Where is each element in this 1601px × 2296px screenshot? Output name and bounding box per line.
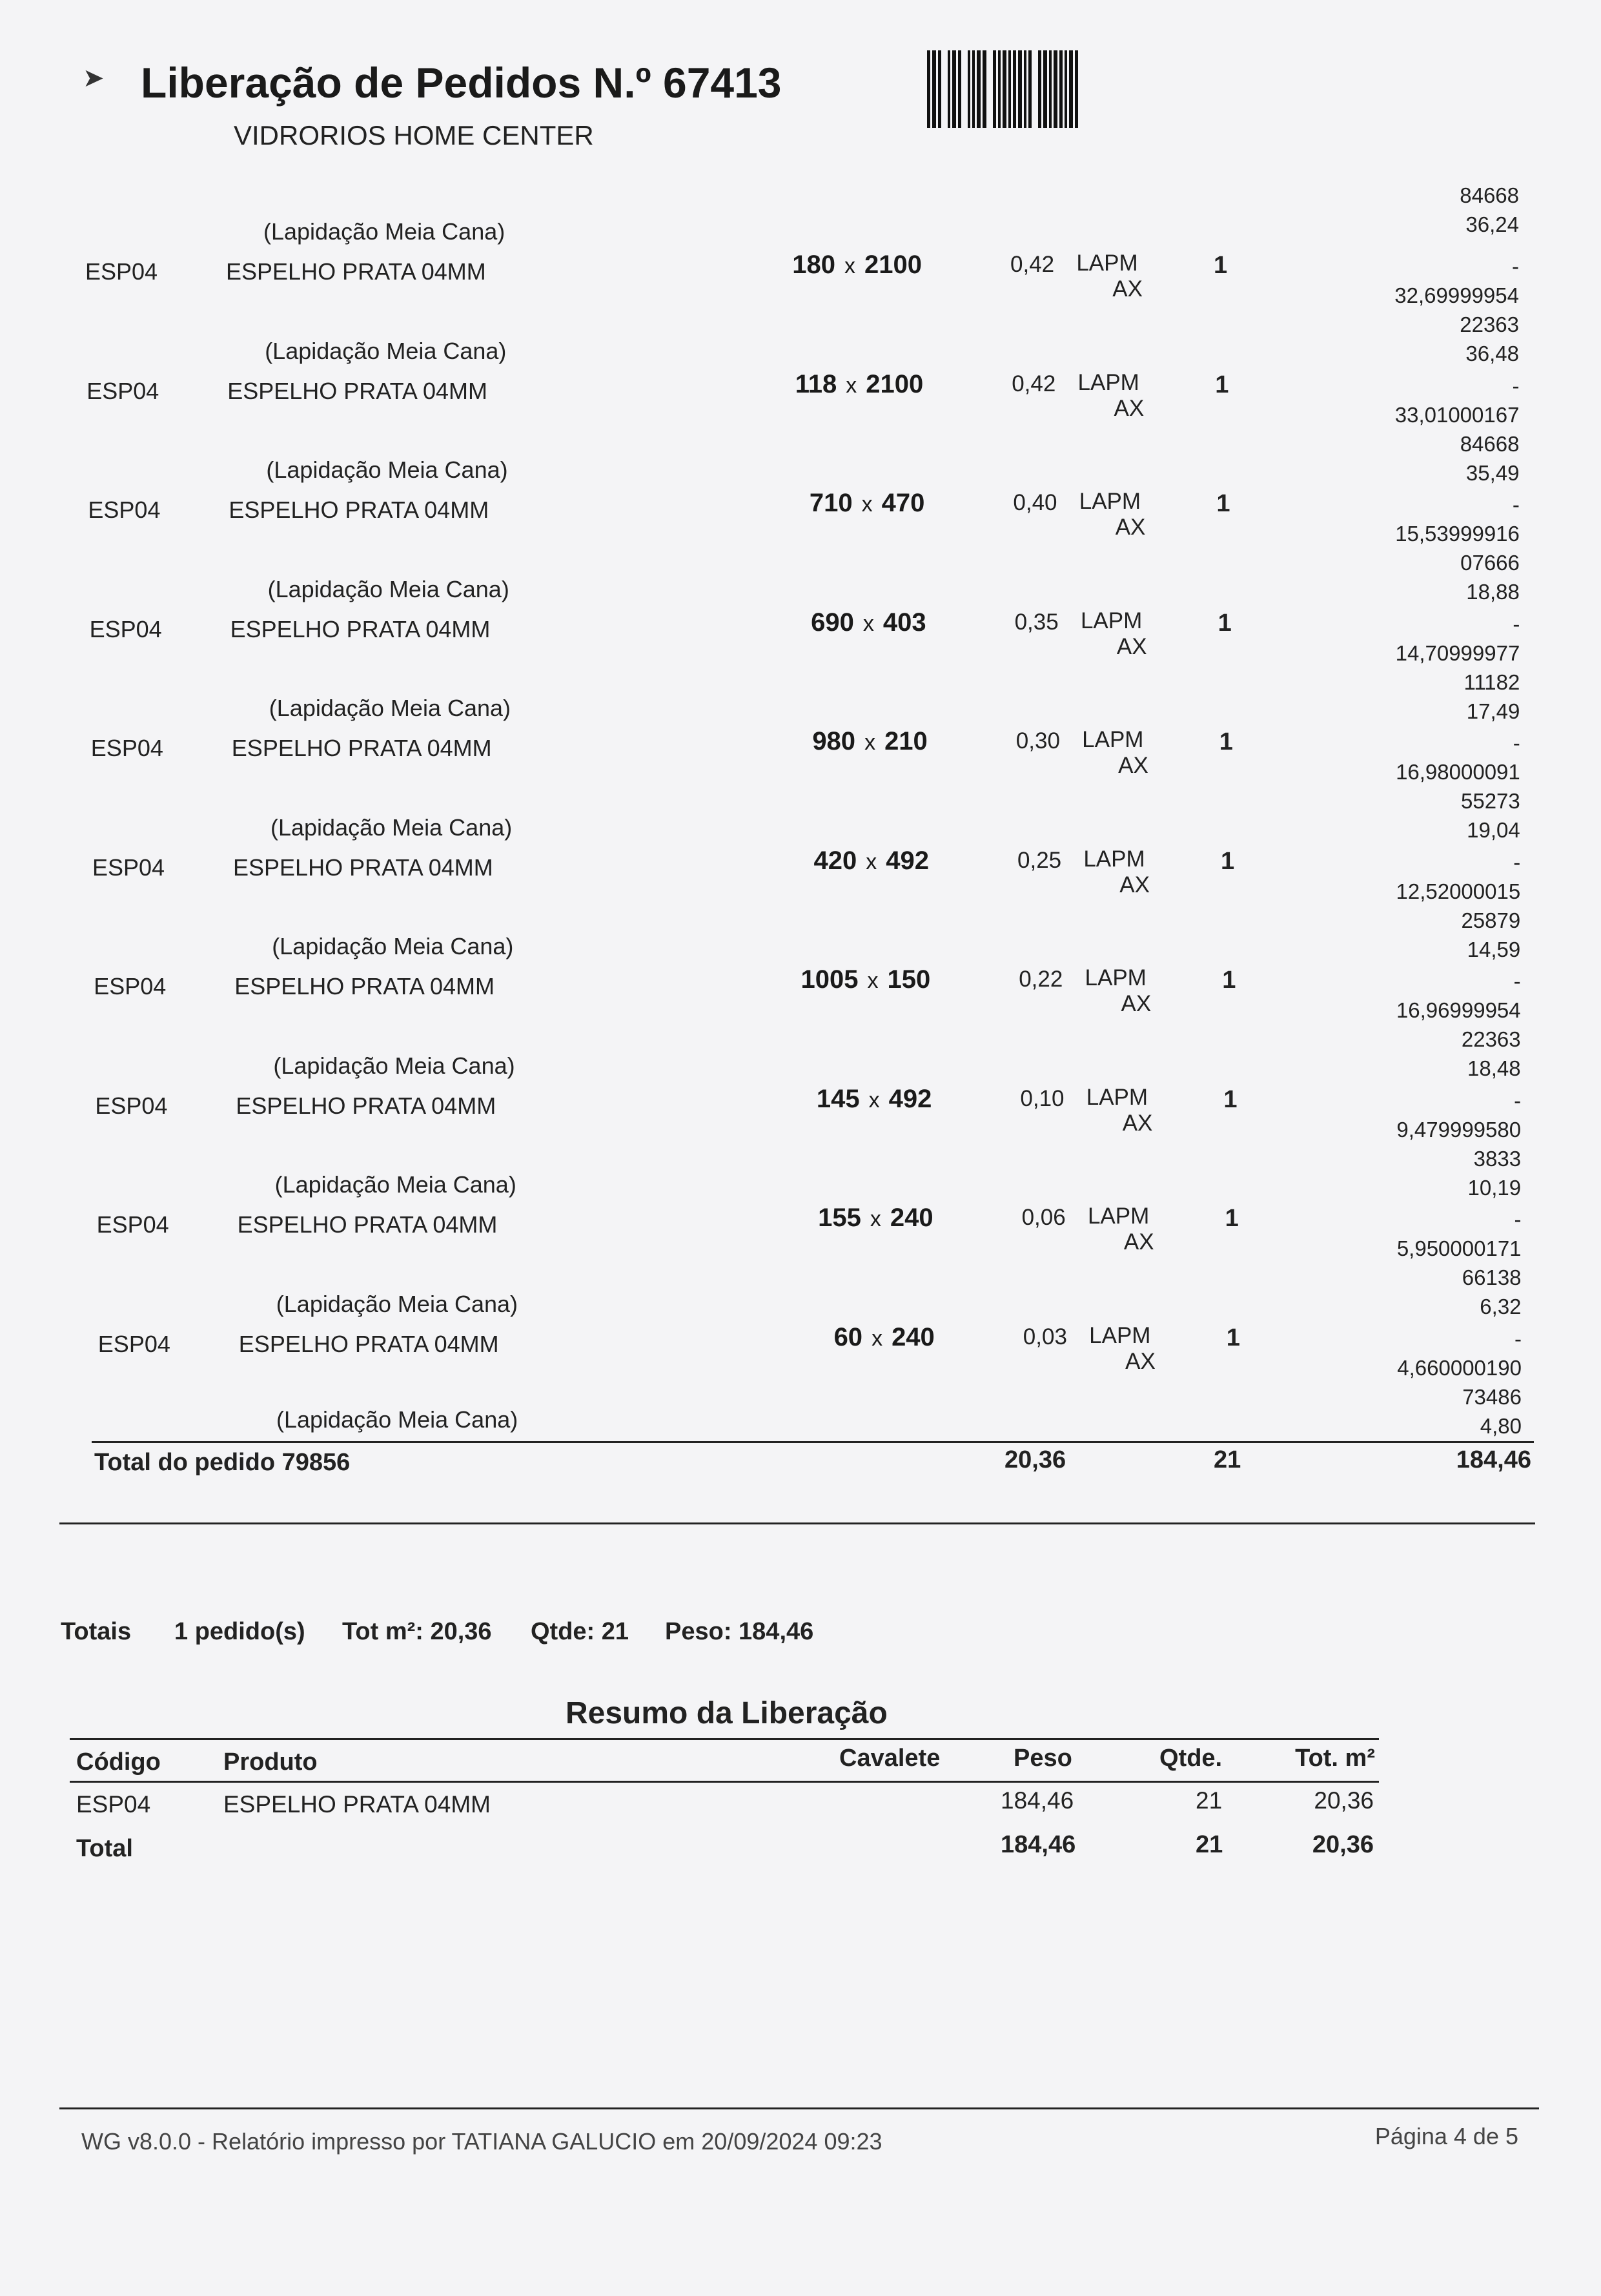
process-code: LAPM (1083, 846, 1145, 872)
item-description: ESPELHO PRATA 04MM (237, 1211, 498, 1238)
item-description: ESPELHO PRATA 04MM (236, 1092, 496, 1119)
item-quantity: 1 (1214, 252, 1228, 279)
item-width: 710 (809, 489, 853, 517)
page-title: Liberação de Pedidos N.º 67413 (141, 59, 782, 107)
item-description: ESPELHO PRATA 04MM (229, 497, 489, 523)
item-process (1079, 846, 1150, 898)
item-dimensions (817, 1085, 932, 1114)
item-area-m2: 0,10 (1020, 1085, 1065, 1111)
times-sign: x (862, 611, 874, 636)
item-code: ESP04 (96, 1211, 169, 1238)
summary-row-peso: 184,46 (1001, 1787, 1074, 1814)
item-width: 420 (813, 846, 857, 875)
times-sign: x (864, 730, 876, 755)
item-value: 22363 (1460, 313, 1519, 336)
summary-row-qtde: 21 (1196, 1787, 1223, 1814)
item-value: - (1512, 254, 1519, 278)
times-sign: x (844, 254, 856, 278)
item-value: 16,98000091 (1396, 760, 1520, 784)
summary-header-peso: Peso (1014, 1745, 1072, 1772)
item-width: 1005 (800, 965, 859, 994)
process-code: LAPM (1087, 1204, 1150, 1229)
process-code: LAPM (1079, 489, 1141, 514)
lapidation-note: (Lapidação Meia Cana) (266, 456, 508, 483)
item-value: 32,69999954 (1394, 283, 1519, 307)
order-total-peso: 184,46 (1456, 1446, 1531, 1473)
item-height: 403 (882, 608, 926, 637)
item-code: ESP04 (95, 1092, 168, 1119)
item-value: 14,59 (1467, 937, 1521, 961)
item-height: 150 (887, 965, 931, 994)
item-height: 492 (888, 1084, 932, 1113)
item-quantity: 1 (1225, 1205, 1239, 1232)
item-dimensions (814, 846, 930, 876)
item-dimensions (795, 370, 924, 399)
item-description: ESPELHO PRATA 04MM (227, 377, 487, 404)
item-quantity: 1 (1215, 371, 1229, 398)
times-sign: x (870, 1207, 881, 1231)
item-dimensions (811, 608, 926, 637)
item-value: - (1514, 1088, 1522, 1112)
summary-total-qtde: 21 (1196, 1831, 1223, 1858)
item-value: 16,96999954 (1396, 998, 1521, 1022)
item-value: - (1513, 850, 1521, 874)
totals-peso: Peso: 184,46 (665, 1618, 814, 1645)
item-width: 155 (818, 1204, 861, 1232)
item-area-m2: 0,42 (1010, 252, 1055, 277)
item-area-m2: 0,30 (1015, 728, 1060, 753)
item-value: 3833 (1473, 1146, 1522, 1171)
item-quantity: 1 (1226, 1324, 1240, 1351)
times-sign: x (872, 1326, 883, 1351)
process-code: LAPM (1086, 1084, 1148, 1110)
process-code: LAPM (1080, 608, 1143, 633)
item-dimensions (810, 489, 925, 518)
item-value: - (1514, 1326, 1522, 1351)
item-value: - (1512, 493, 1520, 517)
item-value: 07666 (1460, 551, 1520, 575)
totals-qtde: Qtde: 21 (531, 1618, 629, 1645)
summary-header-cavalete: Cavalete (839, 1745, 941, 1772)
item-quantity: 1 (1223, 1085, 1238, 1113)
lapidation-note: (Lapidação Meia Cana) (267, 575, 509, 602)
item-process (1081, 1085, 1152, 1136)
item-value: 10,19 (1467, 1175, 1522, 1200)
item-area-m2: 0,22 (1019, 967, 1063, 992)
item-area-m2: 0,42 (1012, 371, 1056, 396)
order-total-qty: 21 (1214, 1446, 1241, 1473)
item-description: ESPELHO PRATA 04MM (238, 1330, 499, 1357)
item-description: ESPELHO PRATA 04MM (226, 258, 486, 285)
item-process (1080, 965, 1151, 1017)
item-height: 492 (886, 846, 929, 875)
item-values (1396, 728, 1520, 845)
arrow-icon: ➤ (83, 64, 105, 92)
item-values (1396, 848, 1521, 964)
item-dimensions (834, 1323, 935, 1352)
item-value: 17,49 (1466, 699, 1520, 723)
item-process (1073, 370, 1144, 422)
item-area-m2: 0,25 (1017, 847, 1062, 873)
item-values (1395, 490, 1520, 606)
footer-divider (59, 2107, 1539, 2109)
item-width: 180 (792, 251, 836, 279)
item-values (1397, 1205, 1522, 1321)
item-description: ESPELHO PRATA 04MM (231, 735, 492, 761)
item-value: 5,950000171 (1396, 1236, 1522, 1260)
item-dimensions (800, 965, 930, 994)
item-code: ESP04 (89, 615, 162, 642)
item-value: - (1513, 611, 1520, 636)
item-value: 4,660000190 (1397, 1355, 1522, 1380)
item-value: - (1512, 373, 1520, 398)
item-dimensions (812, 727, 928, 756)
item-width: 118 (795, 369, 837, 398)
times-sign: x (868, 1087, 880, 1112)
item-value: - (1514, 1207, 1522, 1231)
summary-header-produto: Produto (223, 1748, 318, 1776)
process-code: AX (1122, 1110, 1153, 1136)
item-value: 14,70999977 (1395, 641, 1520, 665)
item-value: 73486 (1462, 1384, 1522, 1409)
summary-header-qtde: Qtde. (1159, 1745, 1223, 1772)
item-area-m2: 0,06 (1021, 1205, 1066, 1230)
lapidation-note: (Lapidação Meia Cana) (276, 1290, 518, 1317)
process-code: AX (1114, 395, 1145, 421)
item-process (1076, 608, 1147, 660)
item-code: ESP04 (88, 497, 161, 523)
footer-page-number: Página 4 de 5 (1374, 2123, 1518, 2149)
item-values (1394, 252, 1519, 368)
item-height: 470 (881, 489, 925, 517)
item-value: 22363 (1461, 1027, 1521, 1051)
process-code: LAPM (1082, 727, 1144, 752)
order-total-label: Total do pedido 79856 (94, 1449, 351, 1476)
process-code: AX (1112, 276, 1143, 302)
times-sign: x (867, 969, 879, 993)
item-value: 33,01000167 (1394, 402, 1520, 427)
item-height: 240 (890, 1204, 933, 1232)
item-value: 4,80 (1480, 1413, 1522, 1438)
item-value: 15,53999916 (1395, 522, 1520, 546)
process-code: AX (1119, 872, 1150, 897)
item-process (1083, 1204, 1154, 1255)
lapidation-note: (Lapidação Meia Cana) (270, 814, 513, 841)
item-value: - (1513, 969, 1521, 993)
item-value: 66138 (1462, 1266, 1522, 1289)
summary-header-codigo: Código (76, 1748, 161, 1776)
item-description: ESPELHO PRATA 04MM (234, 973, 495, 999)
item-height: 210 (884, 727, 928, 755)
summary-total-peso: 184,46 (1001, 1831, 1076, 1858)
process-code: AX (1115, 515, 1146, 540)
process-code: AX (1116, 633, 1147, 659)
item-quantity: 1 (1218, 609, 1232, 637)
totals-label: Totais (61, 1618, 132, 1645)
item-value: 35,49 (1465, 460, 1520, 485)
summary-row-codigo: ESP04 (76, 1791, 151, 1818)
barcode (927, 50, 1183, 128)
company-name: VIDRORIOS HOME CENTER (234, 120, 594, 150)
top-value-a: 84668 (1460, 183, 1519, 207)
item-quantity: 1 (1221, 847, 1235, 875)
process-code: AX (1125, 1348, 1156, 1374)
summary-header-totm2: Tot. m² (1295, 1745, 1375, 1772)
lapidation-note: (Lapidação Meia Cana) (263, 218, 505, 245)
item-values (1395, 371, 1520, 487)
item-value: 18,48 (1467, 1056, 1521, 1080)
totals-pedidos: 1 pedido(s) (174, 1618, 305, 1645)
divider (70, 1781, 1379, 1783)
summary-total-totm2: 20,36 (1312, 1831, 1374, 1858)
lapidation-note: (Lapidação Meia Cana) (276, 1406, 518, 1433)
summary-row-produto: ESPELHO PRATA 04MM (223, 1791, 491, 1818)
item-description: ESPELHO PRATA 04MM (233, 854, 493, 881)
process-code: LAPM (1085, 965, 1147, 990)
process-code: AX (1123, 1229, 1154, 1255)
item-value: 36,48 (1465, 342, 1519, 365)
item-height: 2100 (866, 369, 924, 398)
item-values (1396, 967, 1521, 1083)
lapidation-note: (Lapidação Meia Cana) (272, 933, 514, 959)
item-value: 9,479999580 (1396, 1117, 1522, 1142)
item-code: ESP04 (97, 1330, 170, 1357)
item-values (1396, 1086, 1521, 1202)
item-value: 19,04 (1467, 818, 1520, 842)
times-sign: x (866, 849, 877, 874)
times-sign: x (846, 373, 857, 398)
item-code: ESP04 (87, 377, 159, 404)
item-code: ESP04 (92, 854, 165, 881)
divider (59, 1522, 1535, 1524)
item-width: 690 (811, 608, 854, 637)
item-value: - (1513, 731, 1520, 755)
item-code: ESP04 (94, 973, 167, 999)
lapidation-note: (Lapidação Meia Cana) (273, 1052, 515, 1079)
divider (92, 1441, 1534, 1443)
divider (70, 1738, 1379, 1740)
item-value: 25879 (1461, 908, 1521, 932)
item-description: ESPELHO PRATA 04MM (230, 615, 491, 642)
summary-title: Resumo da Liberação (566, 1696, 888, 1730)
item-value: 6,32 (1480, 1295, 1522, 1318)
item-area-m2: 0,40 (1013, 490, 1057, 515)
order-total-m2: 20,36 (1004, 1446, 1066, 1473)
item-area-m2: 0,35 (1014, 609, 1059, 635)
item-values (1396, 610, 1520, 726)
item-width: 145 (816, 1084, 860, 1113)
footer-print-info: WG v8.0.0 - Relatório impresso por TATIANA GALUCIO em 20/09/2024 09:23 (81, 2128, 882, 2155)
item-area-m2: 0,03 (1023, 1324, 1067, 1349)
item-quantity: 1 (1222, 967, 1236, 994)
totals-m2: Tot m²: 20,36 (342, 1618, 492, 1645)
times-sign: x (861, 492, 873, 517)
item-values (1397, 1324, 1522, 1440)
process-code: LAPM (1077, 369, 1139, 395)
lapidation-note: (Lapidação Meia Cana) (274, 1171, 516, 1198)
summary-total-label: Total (76, 1835, 133, 1862)
item-value: 11182 (1463, 670, 1520, 694)
item-value: 12,52000015 (1396, 879, 1521, 903)
item-process (1072, 251, 1143, 302)
item-quantity: 1 (1219, 728, 1233, 755)
item-width: 60 (833, 1322, 863, 1351)
process-code: LAPM (1076, 251, 1138, 276)
item-value: 18,88 (1466, 580, 1520, 604)
item-code: ESP04 (85, 258, 158, 285)
item-quantity: 1 (1216, 490, 1230, 517)
item-dimensions (792, 251, 922, 280)
lapidation-note: (Lapidação Meia Cana) (269, 695, 511, 721)
process-code: AX (1118, 753, 1148, 778)
item-value: 84668 (1460, 431, 1520, 456)
lapidation-note: (Lapidação Meia Cana) (265, 337, 507, 364)
item-dimensions (818, 1204, 933, 1233)
process-code: LAPM (1089, 1322, 1151, 1348)
item-process (1077, 727, 1148, 779)
top-value-b: 36,24 (1465, 212, 1519, 236)
process-code: AX (1121, 991, 1152, 1016)
item-height: 2100 (864, 251, 922, 279)
item-code: ESP04 (90, 735, 163, 761)
item-value: 55273 (1461, 789, 1520, 813)
item-process (1085, 1323, 1156, 1375)
item-height: 240 (892, 1322, 935, 1351)
item-width: 980 (812, 727, 856, 755)
item-process (1074, 489, 1145, 540)
summary-row-totm2: 20,36 (1314, 1787, 1374, 1814)
